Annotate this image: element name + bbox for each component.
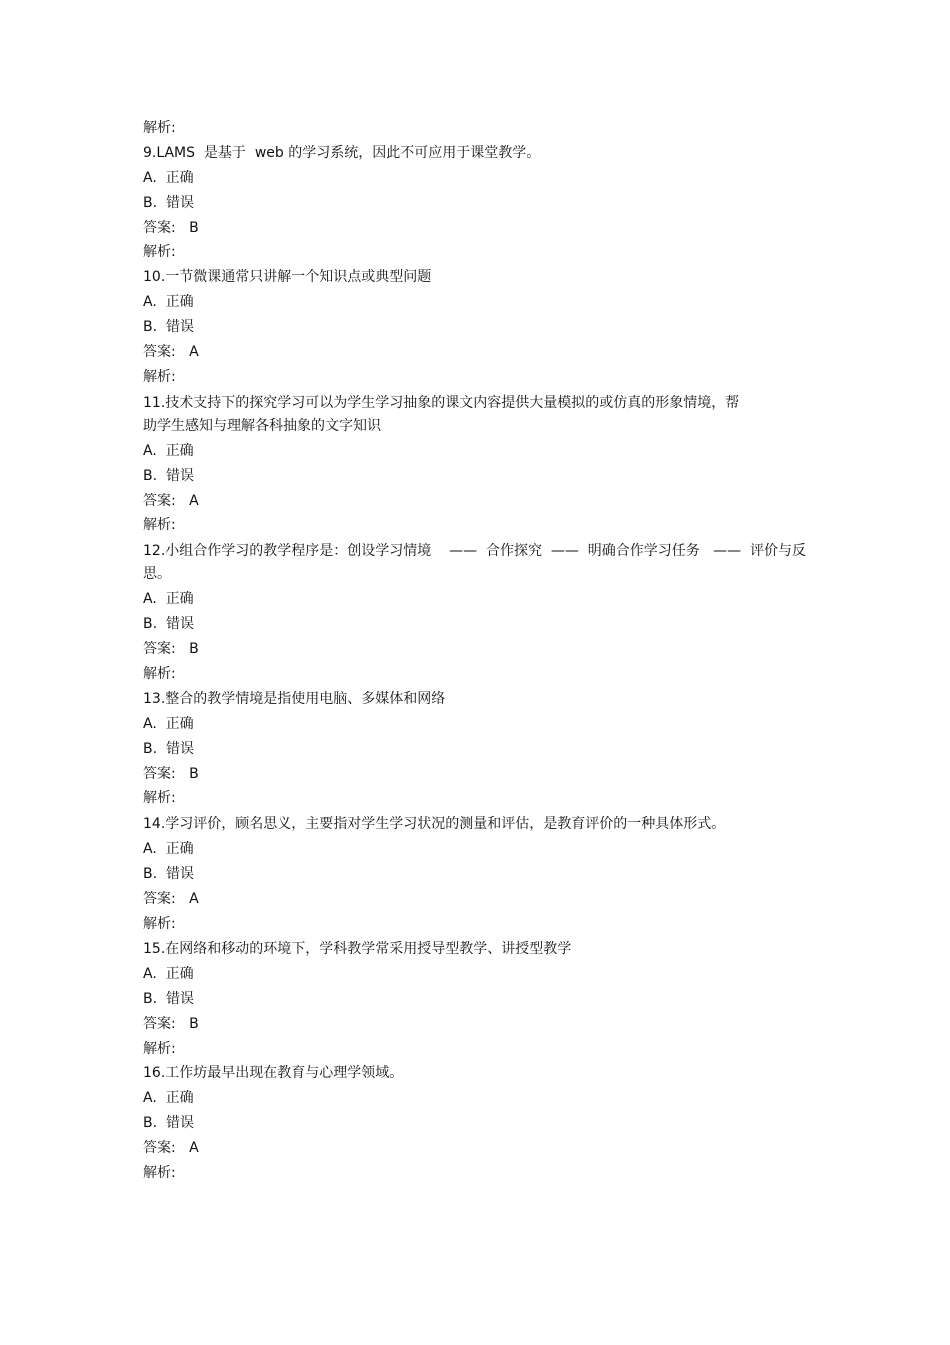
option-b: B. 错误 bbox=[143, 740, 194, 757]
answer-line: 答案: B bbox=[143, 641, 199, 658]
option-a: A. 正确 bbox=[143, 442, 194, 459]
question-block bbox=[143, 689, 813, 809]
analysis-label: 解析: bbox=[143, 517, 176, 534]
answer-line: 答案: A bbox=[143, 891, 199, 908]
analysis-label: 解析: bbox=[143, 368, 176, 385]
analysis-label: 解析: bbox=[143, 120, 176, 136]
analysis-label: 解析: bbox=[143, 916, 176, 933]
option-b: B. 错误 bbox=[143, 866, 194, 883]
analysis-label: 解析: bbox=[143, 1164, 176, 1181]
answer-line: 答案: B bbox=[143, 219, 199, 236]
question-text: 11.技术支持下的探究学习可以为学生学习抽象的课文内容提供大量模拟的或仿真的形象情境，帮助学生感知与理解各科抽象的文字知识 bbox=[143, 394, 740, 434]
question-block bbox=[143, 143, 813, 263]
question-block bbox=[143, 813, 813, 934]
option-b: B. 错误 bbox=[143, 319, 194, 336]
question-text: 16.工作坊最早出现在教育与心理学领域。 bbox=[143, 1065, 404, 1082]
option-a: A. 正确 bbox=[143, 841, 194, 858]
question-text: 9.LAMS 是基于 web 的学习系统，因此不可应用于课堂教学。 bbox=[143, 144, 541, 161]
option-a: A. 正确 bbox=[143, 715, 194, 732]
question-block bbox=[143, 939, 813, 1059]
question-text: 15.在网络和移动的环境下，学科教学常采用授导型教学、讲授型教学 bbox=[143, 940, 572, 957]
option-b: B. 错误 bbox=[143, 194, 194, 211]
document-page bbox=[143, 118, 813, 1188]
option-a: A. 正确 bbox=[143, 169, 194, 186]
answer-line: 答案: B bbox=[143, 1015, 199, 1032]
option-b: B. 错误 bbox=[143, 467, 194, 484]
option-b: B. 错误 bbox=[143, 990, 194, 1007]
question-block bbox=[143, 540, 813, 684]
question-text: 10.一节微课通常只讲解一个知识点或典型问题 bbox=[143, 269, 432, 286]
option-b: B. 错误 bbox=[143, 1115, 194, 1132]
answer-line: 答案: A bbox=[143, 344, 199, 361]
analysis-label: 解析: bbox=[143, 790, 176, 807]
option-b: B. 错误 bbox=[143, 616, 194, 633]
question-text: 12.小组合作学习的教学程序是：创设学习情境 —— 合作探究 —— 明确合作学习任务 —— 评价与反思。 bbox=[143, 543, 807, 583]
answer-line: 答案: A bbox=[143, 1140, 199, 1157]
analysis-label: 解析: bbox=[143, 666, 176, 683]
answer-line: 答案: B bbox=[143, 765, 199, 782]
option-a: A. 正确 bbox=[143, 965, 194, 982]
question-block bbox=[143, 1063, 813, 1183]
question-text: 13.整合的教学情境是指使用电脑、多媒体和网络 bbox=[143, 690, 446, 707]
question-block bbox=[143, 267, 813, 387]
question-block bbox=[143, 392, 813, 536]
option-a: A. 正确 bbox=[143, 294, 194, 311]
analysis-label: 解析: bbox=[143, 244, 176, 261]
analysis-label: 解析: bbox=[143, 1040, 176, 1057]
option-a: A. 正确 bbox=[143, 1090, 194, 1107]
answer-line: 答案: A bbox=[143, 492, 199, 509]
option-a: A. 正确 bbox=[143, 591, 194, 608]
question-text: 14.学习评价，顾名思义，主要指对学生学习状况的测量和评估，是教育评价的一种具体形式。 bbox=[143, 816, 726, 833]
